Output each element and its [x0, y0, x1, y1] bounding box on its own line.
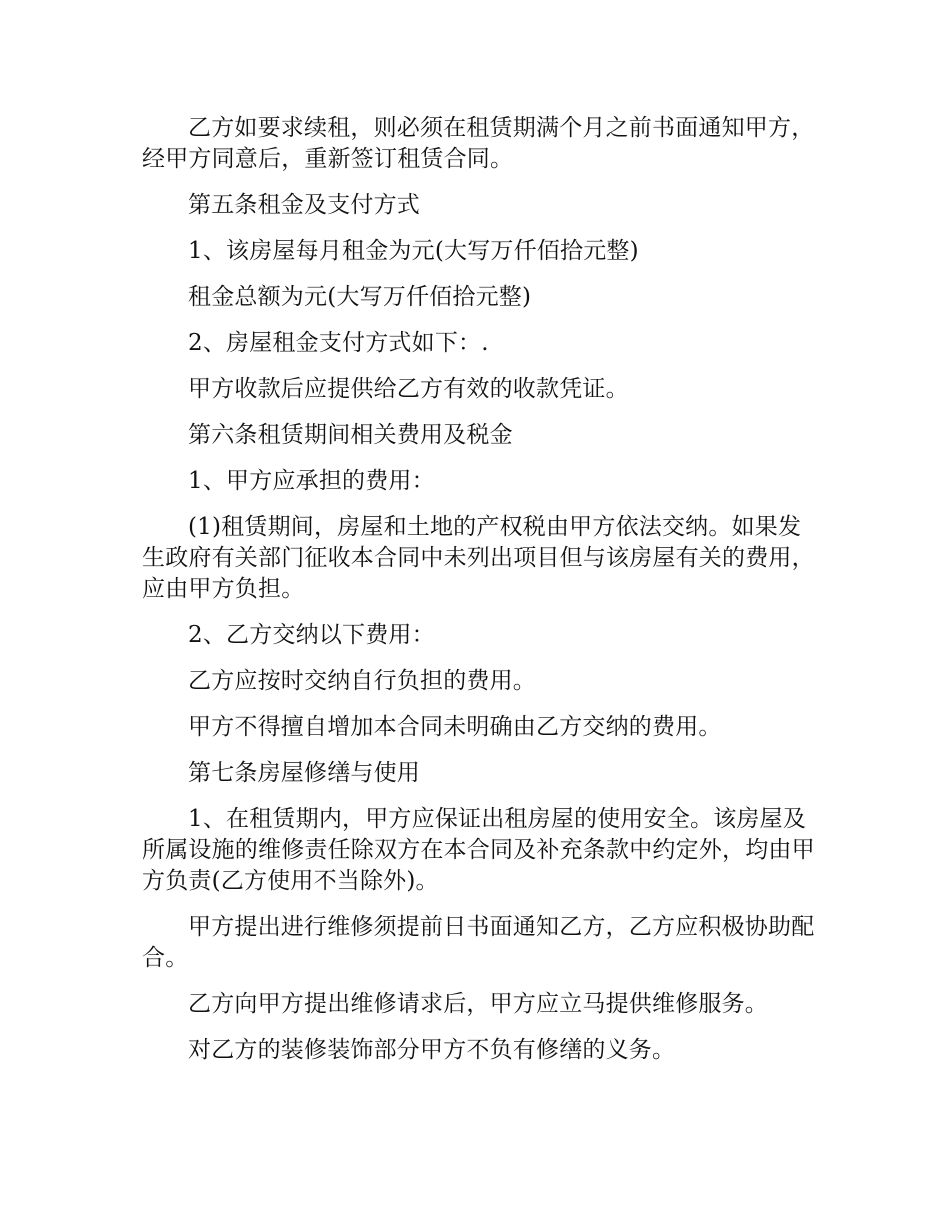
paragraph-monthly-rent: 1、该房屋每月租金为元(大写万仟佰拾元整) — [188, 238, 639, 264]
document-body — [142, 113, 822, 1081]
paragraph-property-tax: (1)租赁期间，房屋和土地的产权税由甲方依法交纳。如果发生政府有关部门征收本合同中未列出项目但与该房屋有关的费用，应由甲方负担。 — [142, 514, 815, 602]
paragraph-no-extra-fees: 甲方不得擅自增加本合同未明确由乙方交纳的费用。 — [188, 714, 722, 740]
heading-article-6: 第六条租赁期间相关费用及税金 — [188, 422, 513, 448]
paragraph-total-rent: 租金总额为元(大写万仟佰拾元整) — [188, 284, 532, 310]
paragraph-party-a-fees: 1、甲方应承担的费用： — [188, 468, 435, 494]
paragraph-safety-maintenance: 1、在租赁期内，甲方应保证出租房屋的使用安全。该房屋及所属设施的维修责任除双方在本合同及补充条款中约定外，均由甲方负责(乙方使用不当除外)。 — [142, 806, 815, 894]
heading-article-5: 第五条租金及支付方式 — [188, 192, 420, 218]
paragraph-payment-method: 2、房屋租金支付方式如下：. — [188, 330, 489, 356]
paragraph-pay-on-time: 乙方应按时交纳自行负担的费用。 — [188, 668, 536, 694]
paragraph-repair-notice: 甲方提出进行维修须提前日书面通知乙方，乙方应积极协助配合。 — [142, 914, 815, 971]
paragraph-party-b-fees: 2、乙方交纳以下费用： — [188, 622, 435, 648]
paragraph-renewal-notice: 乙方如要求续租，则必须在租赁期满个月之前书面通知甲方，经甲方同意后，重新签订租赁合同。 — [142, 115, 815, 172]
paragraph-receipt: 甲方收款后应提供给乙方有效的收款凭证。 — [188, 376, 629, 402]
paragraph-decoration-repair: 对乙方的装修装饰部分甲方不负有修缮的义务。 — [188, 1037, 676, 1063]
heading-article-7: 第七条房屋修缮与使用 — [188, 760, 420, 786]
paragraph-repair-request: 乙方向甲方提出维修请求后，甲方应立马提供维修服务。 — [188, 991, 768, 1017]
